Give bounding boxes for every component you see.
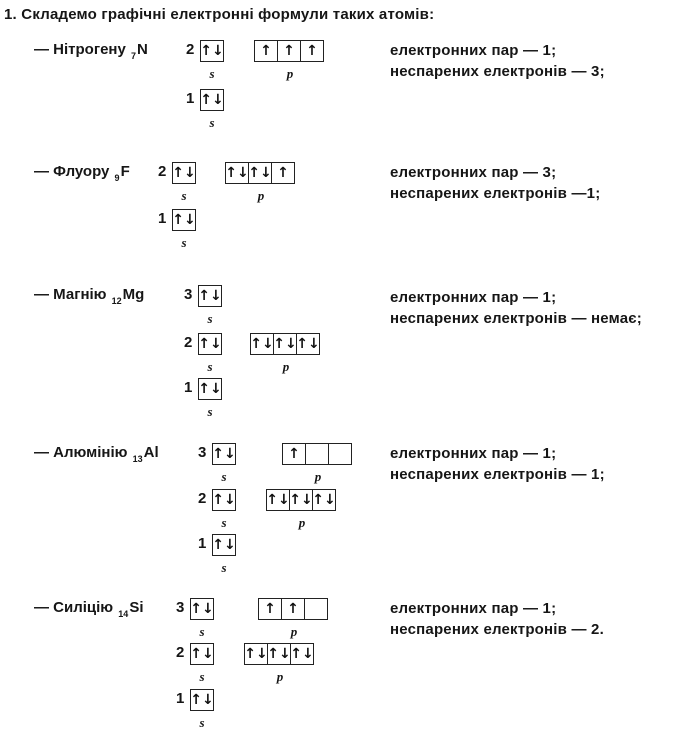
element-symbol: Si xyxy=(129,599,144,616)
s-orbital-box xyxy=(200,40,224,62)
element-symbol: Mg xyxy=(122,286,145,303)
task-number: 1. xyxy=(4,6,17,23)
s-orbital-box xyxy=(198,378,222,400)
p-orbital-box xyxy=(250,333,320,355)
s-sublevel-label: s xyxy=(181,188,187,203)
orbital-cell: ↑↓ xyxy=(198,336,222,352)
orbital-cell: ↑ xyxy=(288,446,300,462)
energy-level-number: 3 xyxy=(198,444,207,461)
s-sublevel-label: s xyxy=(221,560,227,575)
orbital-cell: ↑↓ xyxy=(200,43,224,59)
s-orbital-box xyxy=(212,534,236,556)
s-sublevel-label: s xyxy=(209,66,215,81)
p-orbital-box xyxy=(244,643,314,665)
orbital-cell: ↑↓ xyxy=(198,381,222,397)
energy-level-number: 1 xyxy=(198,535,207,552)
s-sublevel-label: s xyxy=(181,235,187,250)
electron-pairs-text: електронних пар — 1; xyxy=(390,445,557,462)
orbital-cell: ↑↓ xyxy=(172,165,196,181)
s-sublevel-label: s xyxy=(199,624,205,639)
atomic-number: 14 xyxy=(118,609,129,619)
energy-level-number: 2 xyxy=(184,334,193,351)
task-heading xyxy=(4,6,434,23)
s-sublevel-label: s xyxy=(209,115,215,130)
energy-level-number: 3 xyxy=(184,286,193,303)
atom-name xyxy=(34,599,144,619)
energy-level-number: 1 xyxy=(184,379,193,396)
unpaired-electrons-text: неспарених електронів — немає; xyxy=(390,310,642,327)
unpaired-electrons-text: неспарених електронів — 1; xyxy=(390,466,605,483)
p-orbital-box xyxy=(258,598,328,620)
atom-summary xyxy=(390,443,605,485)
dash: — xyxy=(34,163,54,180)
s-sublevel-label: s xyxy=(207,311,213,326)
p-orbital-box xyxy=(254,40,324,62)
p-sublevel-label: p xyxy=(282,359,290,374)
atom-summary xyxy=(390,287,642,329)
element-symbol: F xyxy=(120,163,130,180)
element-symbol: Al xyxy=(143,444,159,461)
orbital-cell: ↑↓ xyxy=(289,492,313,508)
atom-name xyxy=(34,444,159,464)
orbital-cell: ↑↓ xyxy=(290,646,314,662)
energy-level-number: 1 xyxy=(176,690,185,707)
s-sublevel-label: s xyxy=(207,404,213,419)
atom-summary xyxy=(390,40,605,82)
dash: — xyxy=(34,41,54,58)
orbital-cell: ↑↓ xyxy=(248,165,272,181)
dash: — xyxy=(34,286,54,303)
energy-level-number: 2 xyxy=(186,41,195,58)
task-title: Складемо графічні електронні формули таких атомів: xyxy=(21,6,435,23)
orbital-cell: ↑↓ xyxy=(172,212,196,228)
s-orbital-box xyxy=(190,643,214,665)
s-sublevel-label: s xyxy=(199,715,205,730)
dash: — xyxy=(34,599,54,616)
s-sublevel-label: s xyxy=(221,515,227,530)
atomic-number: 7 xyxy=(131,51,137,61)
orbital-cell xyxy=(328,444,351,464)
element-name: Силіцію xyxy=(53,599,118,616)
p-sublevel-label: p xyxy=(286,66,294,81)
s-orbital-box xyxy=(198,285,222,307)
orbital-cell: ↑ xyxy=(281,599,304,619)
atom-summary xyxy=(390,162,600,204)
orbital-cell: ↑↓ xyxy=(212,492,236,508)
orbital-cell: ↑↓ xyxy=(190,692,214,708)
p-orbital-box xyxy=(282,443,352,465)
element-name: Флуору xyxy=(53,163,114,180)
atomic-number: 9 xyxy=(114,173,120,183)
s-orbital-box xyxy=(198,333,222,355)
orbital-cell: ↑ xyxy=(264,601,276,617)
orbital-cell: ↑↓ xyxy=(267,646,291,662)
dash: — xyxy=(34,444,54,461)
orbital-cell: ↑↓ xyxy=(212,537,236,553)
orbital-cell: ↑↓ xyxy=(190,601,214,617)
unpaired-electrons-text: неспарених електронів — 2. xyxy=(390,621,604,638)
orbital-cell xyxy=(305,444,328,464)
s-orbital-box xyxy=(172,162,196,184)
orbital-cell xyxy=(304,599,327,619)
atom-name xyxy=(34,163,130,183)
p-sublevel-label: p xyxy=(276,669,284,684)
element-name: Магнію xyxy=(53,286,111,303)
energy-level-number: 2 xyxy=(198,490,207,507)
orbital-cell: ↑↓ xyxy=(312,492,336,508)
s-sublevel-label: s xyxy=(221,469,227,484)
energy-level-number: 2 xyxy=(158,163,167,180)
atom-summary xyxy=(390,598,604,640)
orbital-cell: ↑ xyxy=(271,163,294,183)
p-sublevel-label: p xyxy=(257,188,265,203)
orbital-cell: ↑↓ xyxy=(273,336,297,352)
unpaired-electrons-text: неспарених електронів —1; xyxy=(390,185,601,202)
atom-name xyxy=(34,286,145,306)
atomic-number: 13 xyxy=(132,454,143,464)
p-orbital-box xyxy=(225,162,295,184)
s-orbital-box xyxy=(190,598,214,620)
s-orbital-box xyxy=(200,89,224,111)
orbital-cell: ↑↓ xyxy=(225,165,249,181)
orbital-cell: ↑↓ xyxy=(244,646,268,662)
energy-level-number: 1 xyxy=(158,210,167,227)
orbital-cell: ↑ xyxy=(300,41,323,61)
orbital-cell: ↑↓ xyxy=(198,288,222,304)
unpaired-electrons-text: неспарених електронів — 3; xyxy=(390,63,605,80)
electron-pairs-text: електронних пар — 1; xyxy=(390,600,557,617)
p-sublevel-label: p xyxy=(290,624,298,639)
energy-level-number: 1 xyxy=(186,90,195,107)
element-symbol: N xyxy=(137,41,148,58)
electron-pairs-text: електронних пар — 1; xyxy=(390,42,557,59)
s-sublevel-label: s xyxy=(207,359,213,374)
atomic-number: 12 xyxy=(111,296,122,306)
orbital-cell: ↑ xyxy=(277,41,300,61)
s-orbital-box xyxy=(190,689,214,711)
s-orbital-box xyxy=(212,489,236,511)
atom-name xyxy=(34,41,148,61)
orbital-cell: ↑↓ xyxy=(296,336,320,352)
p-orbital-box xyxy=(266,489,336,511)
element-name: Алюмінію xyxy=(53,444,132,461)
orbital-cell: ↑↓ xyxy=(266,492,290,508)
orbital-cell: ↑↓ xyxy=(190,646,214,662)
electron-pairs-text: електронних пар — 3; xyxy=(390,164,557,181)
energy-level-number: 2 xyxy=(176,644,185,661)
energy-level-number: 3 xyxy=(176,599,185,616)
orbital-cell: ↑↓ xyxy=(250,336,274,352)
element-name: Нітрогену xyxy=(53,41,131,58)
p-sublevel-label: p xyxy=(298,515,306,530)
electron-pairs-text: електронних пар — 1; xyxy=(390,289,557,306)
s-orbital-box xyxy=(172,209,196,231)
orbital-cell: ↑ xyxy=(260,43,272,59)
orbital-cell: ↑↓ xyxy=(200,92,224,108)
orbital-cell: ↑↓ xyxy=(212,446,236,462)
s-sublevel-label: s xyxy=(199,669,205,684)
p-sublevel-label: p xyxy=(314,469,322,484)
s-orbital-box xyxy=(212,443,236,465)
